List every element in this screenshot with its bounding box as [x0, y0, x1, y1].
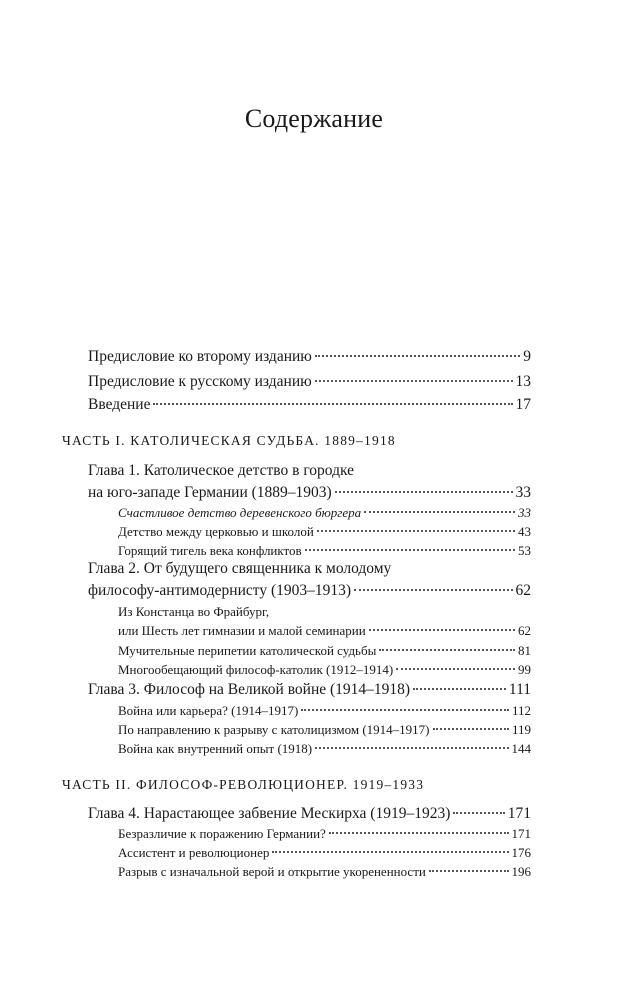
section-entry[interactable]	[118, 845, 531, 861]
dot-leader	[364, 511, 515, 513]
dot-leader	[315, 380, 513, 382]
section-label: Мучительные перипетии католической судьбы	[118, 643, 377, 658]
section-entry[interactable]	[118, 722, 531, 738]
chapter-title-line: Глава 4. Нарастающее забвение Мескирха (1919–1923)	[88, 805, 451, 822]
dot-leader	[301, 709, 509, 711]
section-entry[interactable]	[118, 643, 531, 659]
section-page: 53	[518, 543, 531, 558]
chapter-title-line: на юго-западе Германии (1889–1903)	[88, 484, 332, 501]
section-label: Горящий тигель века конфликтов	[118, 543, 302, 558]
chapter-title-line: Глава 3. Философ на Великой войне (1914–1918)	[88, 681, 411, 698]
section-page: 176	[511, 845, 531, 860]
chapter-title-line[interactable]: Глава 1. Католическое детство в городке	[88, 462, 355, 479]
dot-leader	[329, 832, 509, 834]
section-page: 144	[511, 741, 531, 756]
part-heading: ЧАСТЬ II. ФИЛОСОФ-РЕВОЛЮЦИОНЕР. 1919–1933	[62, 777, 425, 792]
section-entry[interactable]	[118, 703, 531, 719]
chapter-title-line: философу-антимодернисту (1903–1913)	[88, 582, 352, 599]
chapter-page: 33	[515, 484, 531, 501]
section-label: Война как внутренний опыт (1918)	[118, 741, 313, 756]
dot-leader	[153, 403, 512, 405]
dot-leader	[379, 649, 515, 651]
section-page: 119	[511, 722, 531, 737]
section-entry[interactable]	[118, 543, 531, 559]
dot-leader	[433, 728, 509, 730]
toc-entry[interactable]	[88, 396, 531, 414]
chapter-page: 171	[507, 805, 531, 822]
section-label: Многообещающий философ-католик (1912–1914)	[118, 662, 394, 677]
section-label: Безразличие к поражению Германии?	[118, 826, 326, 841]
toc-entry-page: 9	[523, 348, 531, 365]
dot-leader	[396, 668, 515, 670]
chapter-entry[interactable]	[88, 681, 531, 699]
dot-leader	[315, 355, 520, 357]
toc-entry-page: 13	[515, 373, 531, 390]
section-page: 99	[518, 662, 531, 677]
toc-entry-label: Предисловие ко второму изданию	[88, 348, 312, 365]
section-entry[interactable]	[118, 524, 531, 540]
dot-leader	[453, 812, 504, 814]
chapter-entry[interactable]	[88, 805, 531, 823]
section-label: Война или карьера? (1914–1917)	[118, 703, 299, 718]
section-entry[interactable]	[118, 662, 531, 678]
section-page: 112	[511, 703, 531, 718]
section-label: По направлению к разрыву с католицизмом (1914–1917)	[118, 722, 430, 737]
dot-leader	[413, 688, 506, 690]
dot-leader	[272, 851, 508, 853]
section-entry[interactable]	[118, 826, 531, 842]
part-heading: ЧАСТЬ I. КАТОЛИЧЕСКАЯ СУДЬБА. 1889–1918	[62, 433, 396, 448]
section-label: Счастливое детство деревенского бюргера	[118, 505, 362, 520]
chapter-entry[interactable]	[88, 484, 531, 502]
section-page: 81	[518, 643, 531, 658]
section-label-line[interactable]: Из Констанца во Фрайбург,	[118, 604, 270, 619]
section-label: Ассистент и революционер	[118, 845, 270, 860]
section-label: или Шесть лет гимназии и малой семинарии	[118, 623, 366, 638]
toc-entry-label: Предисловие к русскому изданию	[88, 373, 312, 390]
dot-leader	[305, 549, 515, 551]
section-page: 33	[518, 505, 531, 520]
dot-leader	[429, 870, 509, 872]
chapter-entry[interactable]	[88, 582, 531, 600]
section-page: 171	[511, 826, 531, 841]
page-title: Содержание	[244, 104, 384, 133]
section-page: 62	[518, 623, 531, 638]
chapter-title-line[interactable]: Глава 2. От будущего священника к молодому	[88, 560, 392, 577]
section-entry[interactable]	[118, 864, 531, 880]
dot-leader	[354, 589, 512, 591]
toc-entry-label: Введение	[88, 396, 151, 413]
dot-leader	[315, 747, 508, 749]
chapter-page: 62	[515, 582, 531, 599]
dot-leader	[317, 530, 515, 532]
section-page: 43	[518, 524, 531, 539]
dot-leader	[369, 629, 515, 631]
section-entry[interactable]	[118, 505, 531, 521]
toc-entry[interactable]	[88, 373, 531, 391]
section-label: Разрыв с изначальной верой и открытие укорененности	[118, 864, 426, 879]
section-entry[interactable]	[118, 623, 531, 639]
chapter-page: 111	[508, 681, 531, 698]
section-label: Детство между церковью и школой	[118, 524, 314, 539]
toc-entry[interactable]	[88, 348, 531, 366]
toc-entry-page: 17	[515, 396, 531, 413]
section-entry[interactable]	[118, 741, 531, 757]
section-page: 196	[511, 864, 531, 879]
dot-leader	[335, 491, 513, 493]
